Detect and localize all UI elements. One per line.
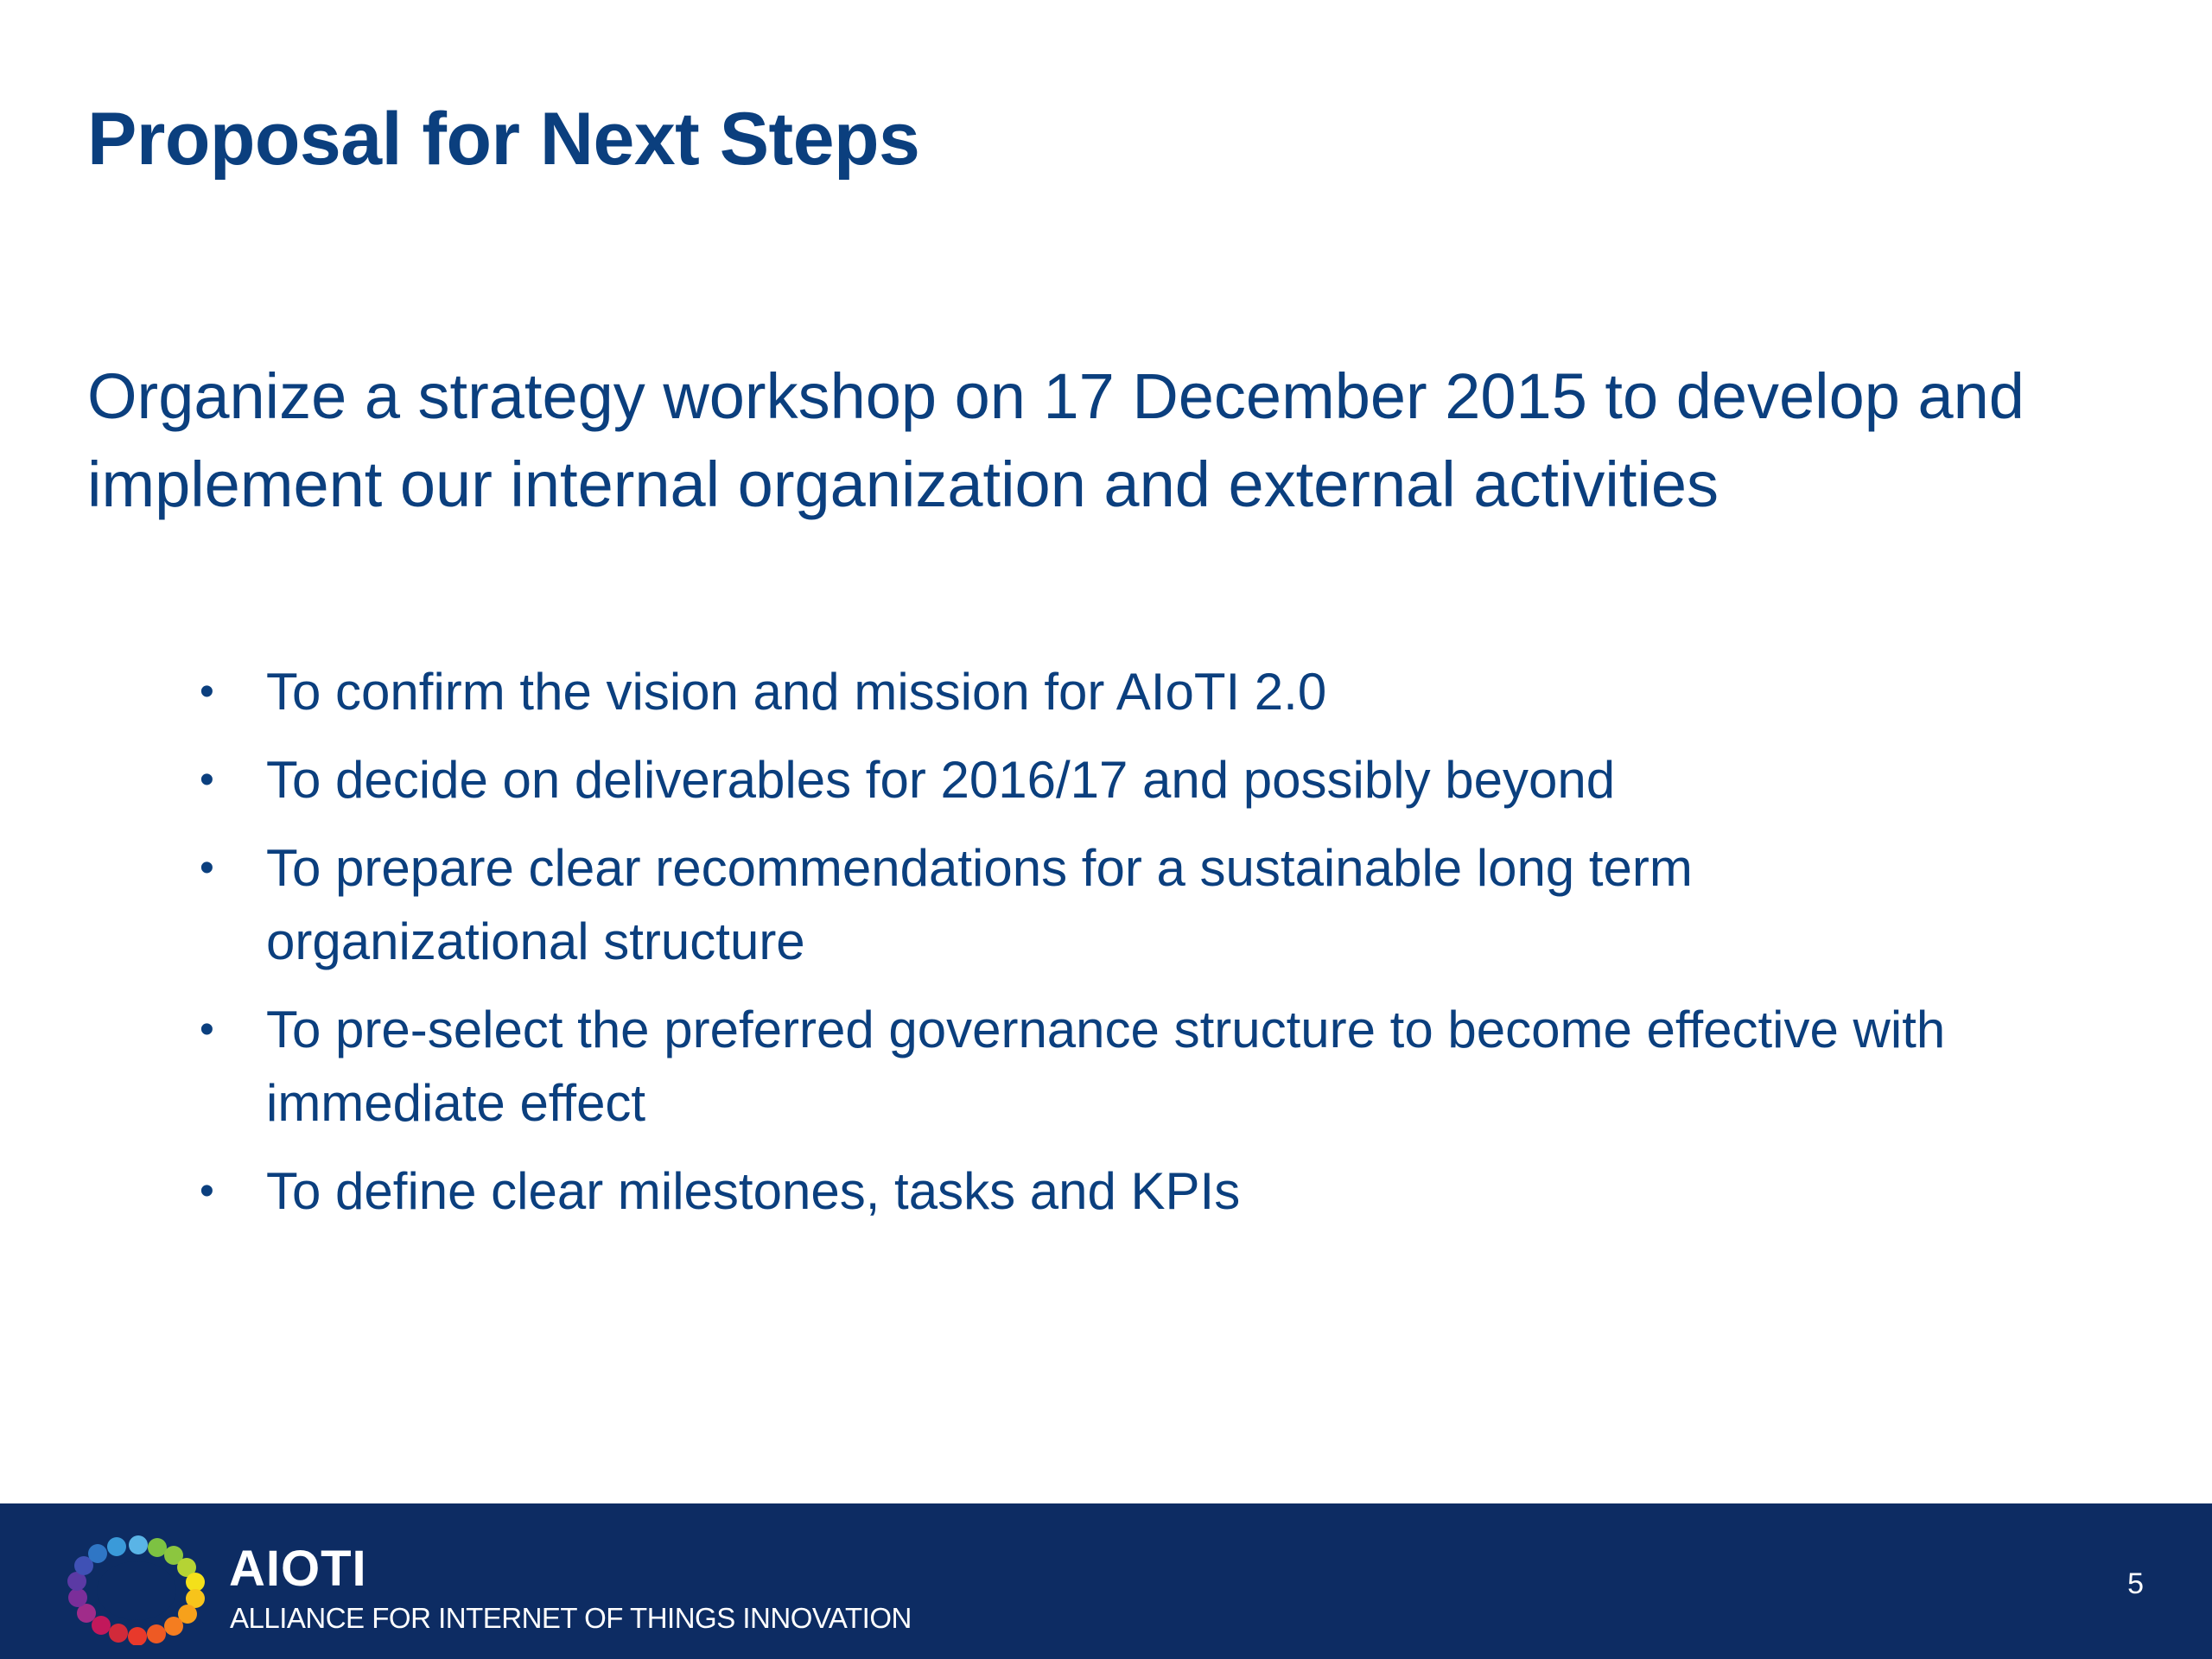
bullet-dot-icon: • xyxy=(200,1007,214,1052)
bullet-text: To define clear milestones, tasks and KPIs xyxy=(266,1162,1241,1220)
aioti-puzzle-ring-logo-icon xyxy=(60,1533,216,1645)
bullet-text: To pre-select the preferred governance structure to become effective with immediate effect xyxy=(266,1001,1946,1132)
bullet-list xyxy=(186,655,2018,1243)
bullet-item xyxy=(186,993,2018,1140)
bullet-item xyxy=(186,831,2018,978)
bullet-item xyxy=(186,655,2018,728)
bullet-text: To confirm the vision and mission for AIoTI 2.0 xyxy=(266,663,1327,721)
page-number: 5 xyxy=(2127,1567,2144,1600)
slide-title: Proposal for Next Steps xyxy=(87,98,920,181)
footer-bar xyxy=(0,1503,2212,1659)
bullet-dot-icon: • xyxy=(200,845,214,891)
bullet-dot-icon: • xyxy=(200,1168,214,1214)
bullet-dot-icon: • xyxy=(200,669,214,715)
bullet-text: To prepare clear recommendations for a sustainable long term organizational structure xyxy=(266,839,1693,970)
bullet-text: To decide on deliverables for 2016/17 and possibly beyond xyxy=(266,751,1616,809)
bullet-dot-icon: • xyxy=(200,757,214,803)
bullet-item xyxy=(186,743,2018,817)
brand-tagline: ALLIANCE FOR INTERNET OF THINGS INNOVATION xyxy=(230,1602,912,1634)
bullet-item xyxy=(186,1154,2018,1228)
brand-name: AIOTI xyxy=(229,1541,367,1597)
lead-paragraph: Organize a strategy workshop on 17 December 2015 to develop and implement our internal organization and external activities xyxy=(87,360,2024,520)
